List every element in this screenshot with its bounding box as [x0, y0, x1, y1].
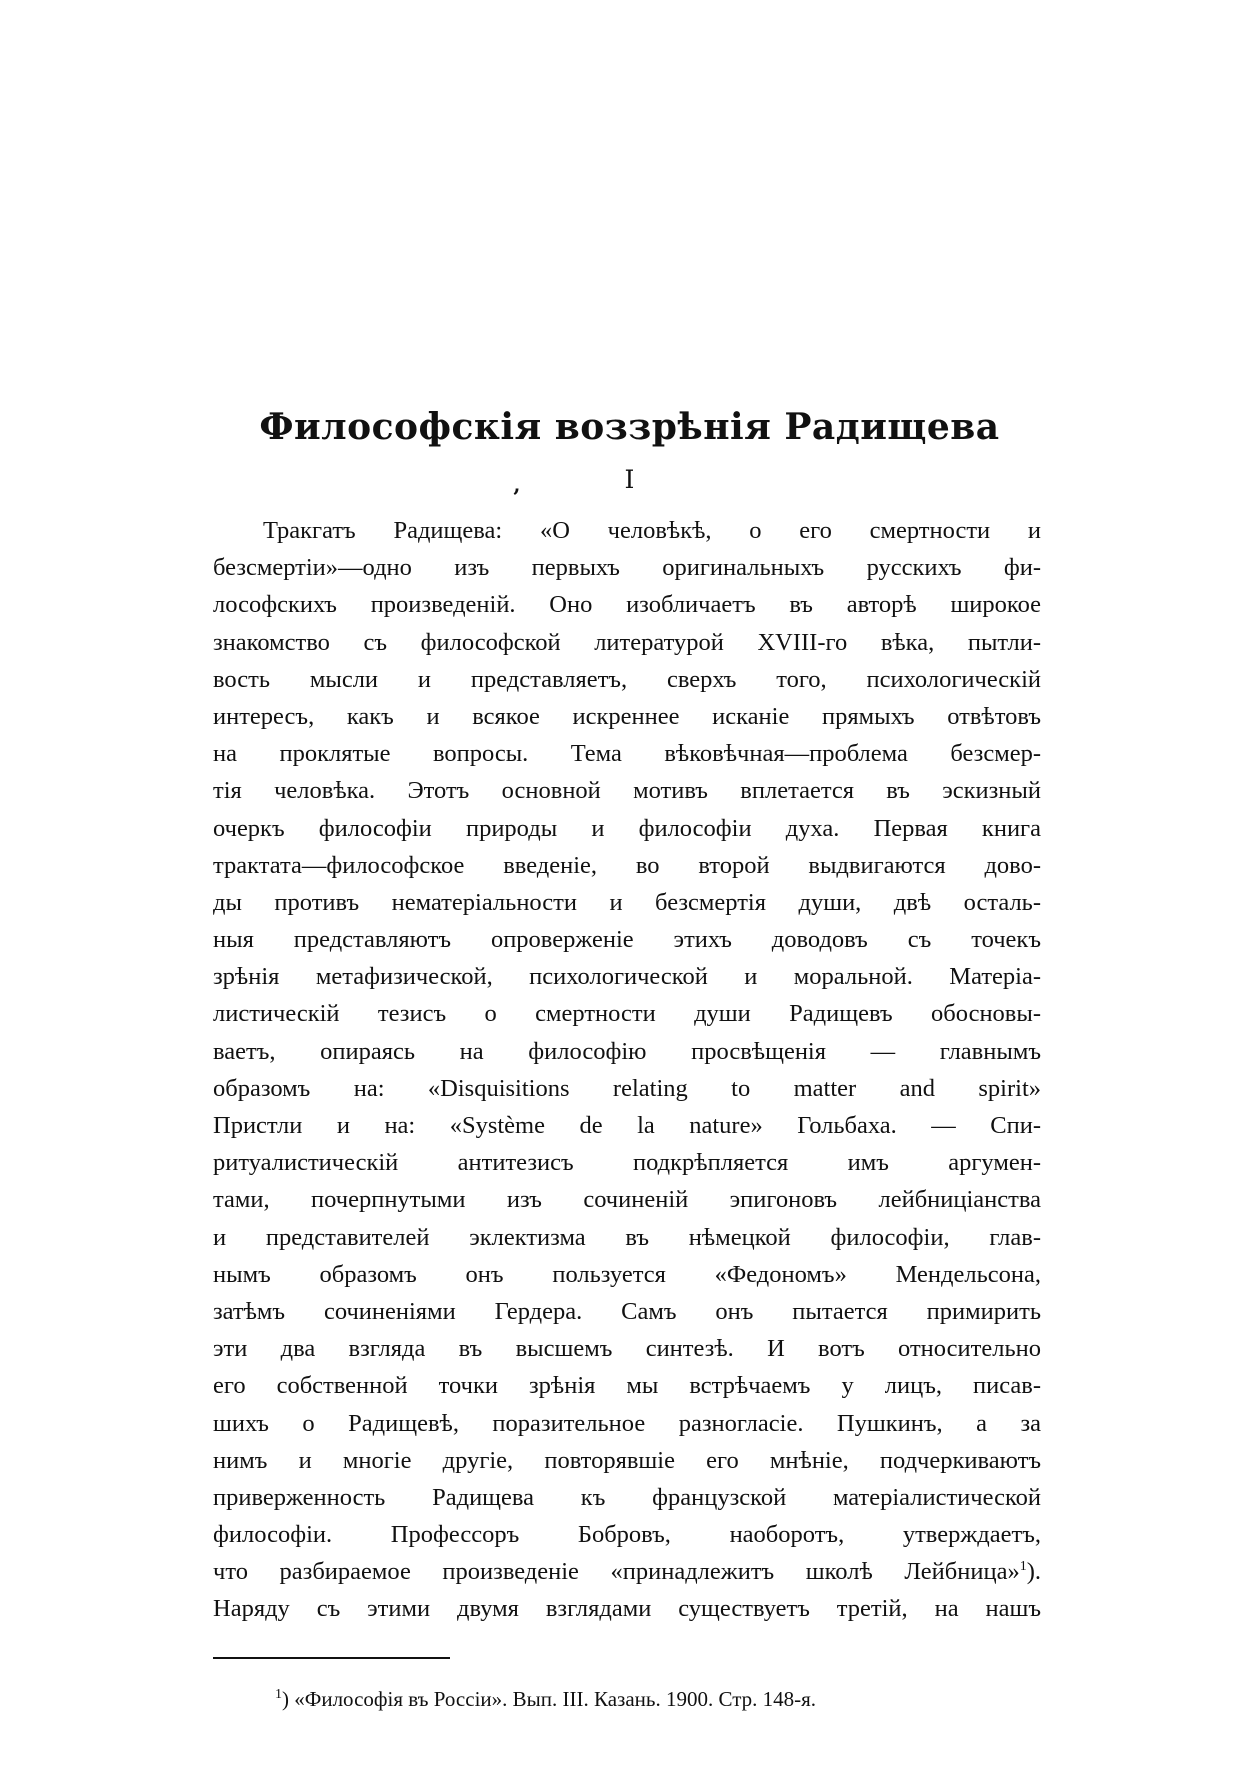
text-line: его собственной точки зрѣнія мы встрѣчаемъ у лицъ, писав-: [213, 1372, 1041, 1400]
text-line: листическій тезисъ о смертности души Радищевъ обосновы-: [213, 1000, 1041, 1028]
text-line: эти два взгляда въ высшемъ синтезѣ. И вотъ относительно: [213, 1335, 1041, 1363]
text-line: ныя представляютъ опроверженіе этихъ доводовъ съ точекъ: [213, 926, 1041, 954]
page-title: Философскія воззрѣнія Радищева: [259, 406, 1000, 448]
section-number: I: [624, 465, 635, 494]
text-line: интересъ, какъ и всякое искреннее исканіе прямыхъ отвѣтовъ: [213, 702, 1041, 730]
text-line: лософскихъ произведеній. Оно изобличаетъ въ авторѣ широкое: [213, 591, 1041, 619]
text-line: тія человѣка. Этотъ основной мотивъ вплетается въ эскизный: [213, 777, 1041, 805]
text-line: и представителей эклектизма въ нѣмецкой философіи, глав-: [213, 1223, 1041, 1251]
body-paragraph: [213, 512, 1041, 1628]
footnote-paren: ): [282, 1687, 289, 1711]
text-line: Тракгатъ Радищева: «О человѣкѣ, о его смертности и: [263, 517, 1041, 544]
text-line: безсмертіи»—одно изъ первыхъ оригинальныхъ русскихъ фи-: [213, 554, 1041, 582]
text-line-tail: ).: [1026, 1558, 1041, 1586]
text-line: нимъ и многіе другіе, повторявшіе его мнѣніе, подчеркиваютъ: [213, 1446, 1041, 1474]
text-line: Наряду съ этими двумя взглядами существуетъ третій, на нашъ: [213, 1595, 1041, 1623]
text-line: знакомство съ философской литературой XVIII-го вѣка, пытли-: [213, 628, 1041, 656]
footnote-marker: 1: [275, 1687, 282, 1702]
text-line: философіи. Профессоръ Бобровъ, наоборотъ, утверждаетъ,: [213, 1521, 1041, 1549]
text-line: приверженность Радищева къ французской матеріалистической: [213, 1483, 1041, 1511]
text-line-content: что разбираемое произведеніе «принадлежитъ школѣ Лейбница»: [213, 1558, 1020, 1586]
text-line: на проклятые вопросы. Тема вѣковѣчная—проблема безсмер-: [213, 740, 1041, 768]
text-line: зрѣнія метафизической, психологической и моральной. Матеріа-: [213, 963, 1041, 991]
footnote-text: «Философія въ Россіи». Вып. III. Казань. 1900. Стр. 148-я.: [294, 1687, 817, 1711]
footnote: [275, 1685, 1075, 1713]
text-line: очеркъ философіи природы и философіи духа. Первая книга: [213, 814, 1041, 842]
text-line: ды противъ нематеріальности и безсмертія души, двѣ осталь-: [213, 888, 1041, 916]
footnote-reference: 1: [1019, 1559, 1027, 1575]
text-line: шихъ о Радищевѣ, поразительное разногласіе. Пушкинъ, а за: [213, 1409, 1041, 1437]
text-line: трактата—философское введеніе, во второй выдвигаются дово-: [213, 851, 1041, 879]
text-line: тами, почерпнутыми изъ сочиненій эпигоновъ лейбниціанства: [213, 1186, 1041, 1214]
text-line: образомъ на: «Disquisitions relating to matter and spirit»: [213, 1074, 1041, 1102]
text-line: Пристли и на: «Système de la nature» Гольбаха. — Спи-: [213, 1112, 1041, 1139]
text-line: затѣмъ сочиненіями Гердера. Самъ онъ пытается примирить: [213, 1297, 1041, 1325]
text-line: вость мысли и представляетъ, сверхъ того, психологическій: [213, 665, 1041, 693]
stray-print-mark: ‚: [513, 472, 521, 498]
footnote-divider: [213, 1657, 450, 1659]
text-line: нымъ образомъ онъ пользуется «Федономъ» Мендельсона,: [213, 1260, 1041, 1288]
text-line-with-footnote-ref: [213, 1553, 1041, 1590]
text-line: ваетъ, опираясь на философію просвѣщенія — главнымъ: [213, 1037, 1041, 1065]
text-line: ритуалистическій антитезисъ подкрѣпляется имъ аргумен-: [213, 1149, 1041, 1177]
